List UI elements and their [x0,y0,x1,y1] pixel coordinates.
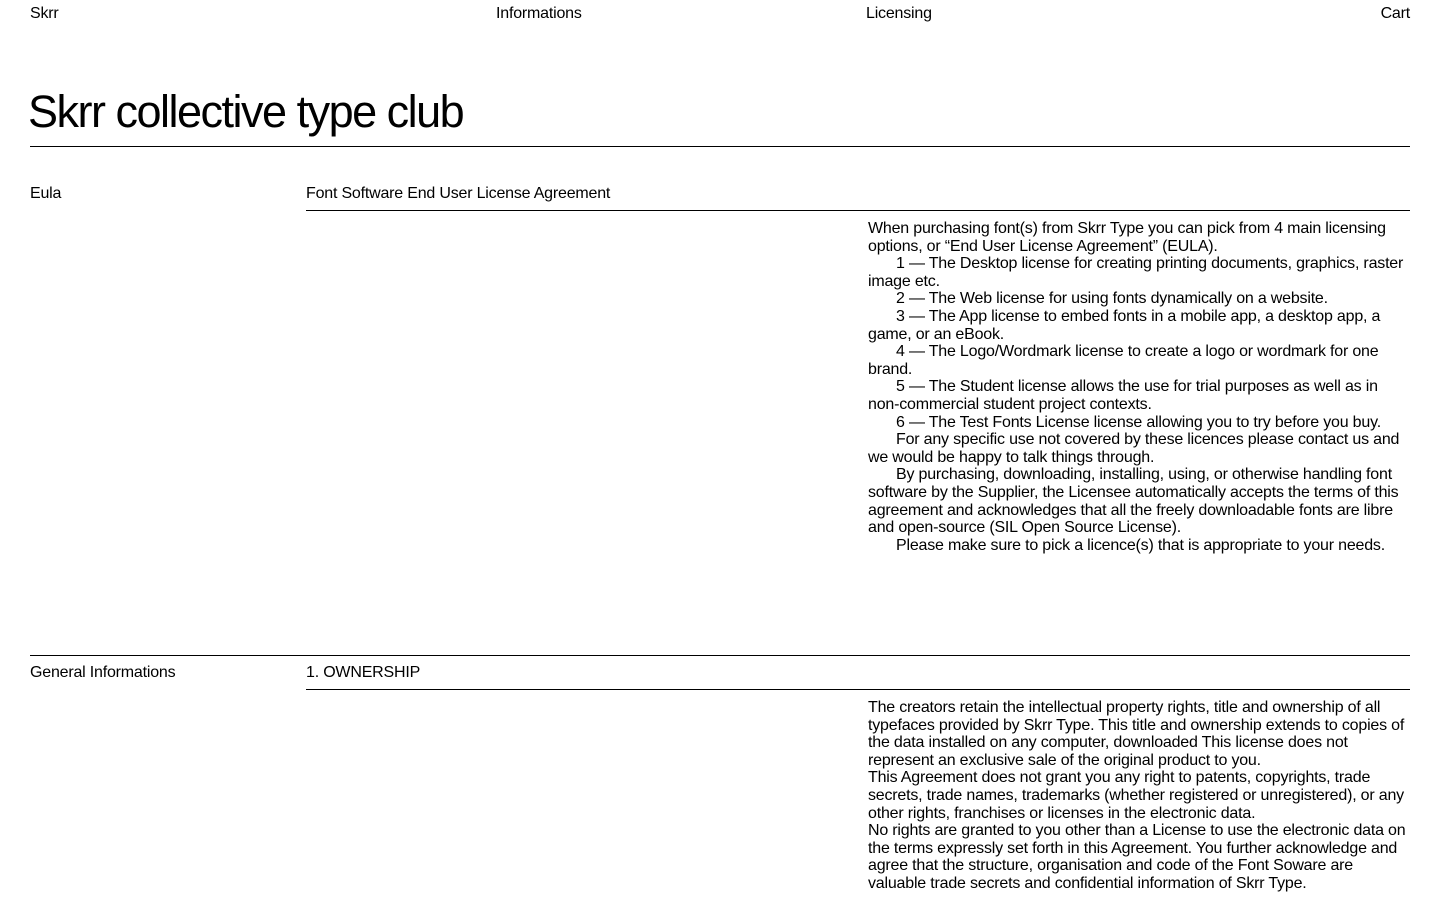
title-divider [30,146,1410,147]
paragraph: When purchasing font(s) from Skrr Type you can pick from 4 main licensing options, or “End User License Agreement” (EULA). [868,220,1386,255]
ownership-body-text [868,699,1412,893]
nav-cart-link[interactable]: Cart [1380,5,1410,22]
brand-link[interactable]: Skrr [30,5,59,22]
section-divider [30,655,1410,656]
section-heading-ownership: 1. OWNERSHIP [306,664,421,681]
top-navigation [30,5,1410,27]
paragraph: Please make sure to pick a licence(s) that is appropriate to your needs. [896,536,1385,554]
paragraph: This Agreement does not grant you any right to patents, copyrights, trade secrets, trade names, trademarks (whether registered or unregistered), or any other rights, franchises or licenses in the electronic data. [868,769,1404,822]
paragraph: 2 — The Web license for using fonts dynamically on a website. [896,290,1328,308]
section-heading-eula: Font Software End User License Agreement [306,185,611,202]
paragraph: 4 — The Logo/Wordmark license to create a logo or wordmark for one brand. [868,343,1379,378]
paragraph: By purchasing, downloading, installing, using, or otherwise handling font software by the Supplier, the Licensee automatically accepts the terms of this agreement and acknowledges that all the freely downloadable fonts are libre and open-source (SIL Open Source License). [868,466,1399,537]
section-label-general-informations: General Informations [30,664,176,681]
paragraph: The creators retain the intellectual property rights, title and ownership of all typefaces provided by Skrr Type. This title and ownership extends to copies of the data installed on any computer, downloaded This license does not represent an exclusive sale of the original product to you. [868,699,1405,769]
nav-licensing-link[interactable]: Licensing [866,5,932,22]
paragraph: 3 — The App license to embed fonts in a mobile app, a desktop app, a game, or an eBook. [868,307,1381,343]
section-label-eula: Eula [30,185,62,202]
paragraph: 5 — The Student license allows the use for trial purposes as well as in non-commercial student project contexts. [868,378,1378,413]
section-heading-divider [306,210,1410,211]
paragraph: For any specific use not covered by these licences please contact us and we would be happy to talk things through. [868,431,1400,466]
paragraph: 6 — The Test Fonts License license allowing you to try before you buy. [896,413,1381,431]
nav-informations-link[interactable]: Informations [496,5,582,22]
paragraph: No rights are granted to you other than a License to use the electronic data on the terms expressly set forth in this Agreement. You further acknowledge and agree that the structure, organisation and code of the Font Soware are valuable trade secrets and confidential information of Skrr Type. [868,822,1406,892]
section-heading-divider [306,689,1410,690]
eula-body-text [868,220,1412,554]
paragraph: 1 — The Desktop license for creating printing documents, graphics, raster image etc. [868,255,1404,290]
page-title: Skrr collective type club [28,86,464,137]
